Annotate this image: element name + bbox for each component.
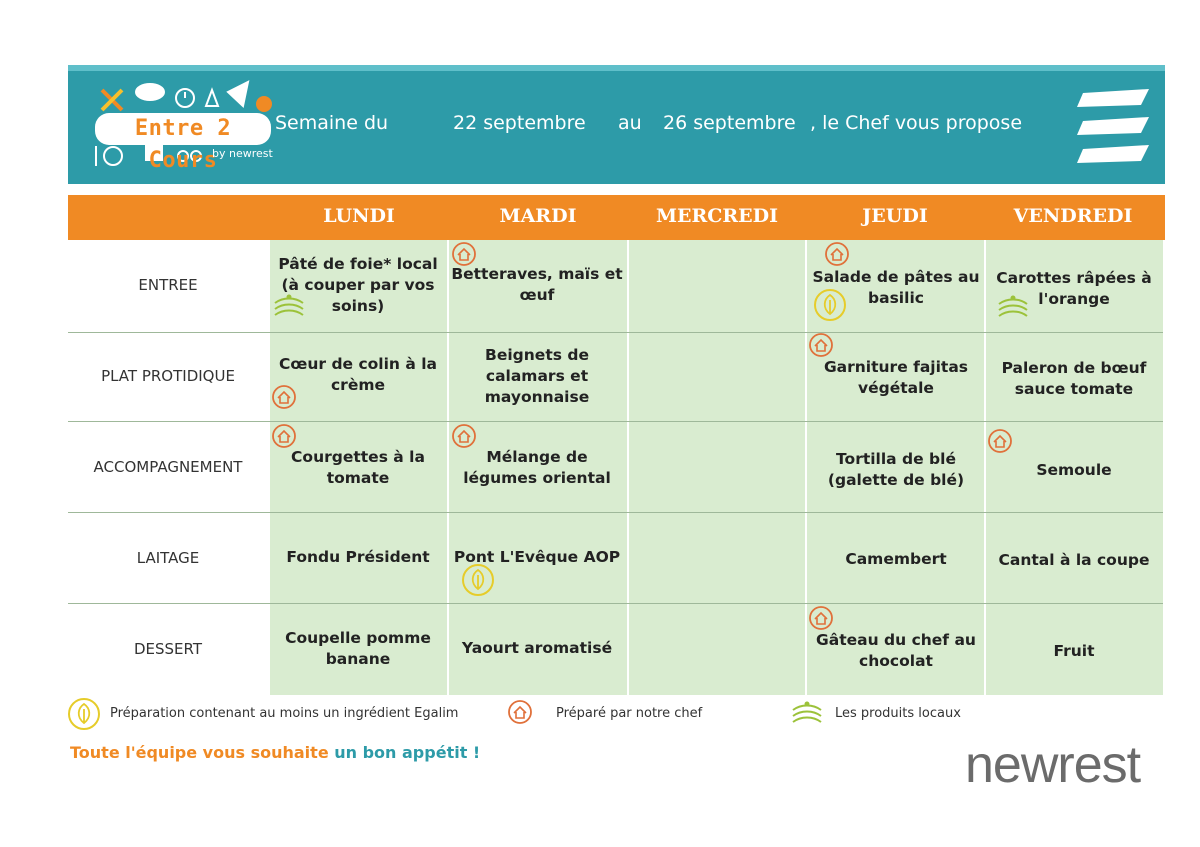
legend-local-icon — [791, 700, 823, 726]
start-date: 22 septembre — [453, 112, 586, 134]
row-label-plat: PLAT PROTIDIQUE — [101, 367, 235, 385]
chef-icon — [824, 241, 850, 267]
cell-plat-mardi: Beignets de calamars et mayonnaise — [484, 346, 590, 406]
brand-stripes-icon — [1075, 87, 1150, 169]
between-word: au — [618, 112, 642, 134]
cell-entree-jeudi: Salade de pâtes au basilic — [812, 268, 980, 307]
cell-entree-vendredi: Carottes râpées à l'orange — [996, 269, 1152, 308]
day-jeudi: JEUDI — [862, 205, 928, 227]
cell-laitage-vendredi: Cantal à la coupe — [998, 551, 1150, 569]
legend-egalim-text: Préparation contenant au moins un ingrédient Egalim — [110, 706, 459, 721]
legend-egalim-icon — [67, 697, 101, 731]
cell-entree-mardi: Betteraves, maïs et œuf — [451, 265, 623, 304]
logo-text: Entre 2 Cours — [95, 113, 271, 145]
row-label-dessert: DESSERT — [133, 640, 203, 658]
legend-chef-text: Préparé par notre chef — [556, 706, 703, 721]
footer-part1: Toute l'équipe vous souhaite — [70, 743, 329, 762]
chef-icon — [987, 428, 1013, 454]
cell-accompagnement-mardi: Mélange de légumes oriental — [463, 448, 611, 487]
legend-local-text: Les produits locaux — [835, 706, 961, 721]
chef-icon — [451, 241, 477, 267]
cell-accompagnement-lundi: Courgettes à la tomate — [291, 448, 425, 487]
week-prefix: Semaine du — [275, 112, 389, 134]
cell-laitage-mardi: Pont L'Evêque AOP — [453, 548, 621, 566]
legend-chef-icon — [507, 699, 533, 725]
day-lundi: LUNDI — [323, 205, 395, 227]
newrest-logo: newrest — [965, 736, 1141, 794]
footer-message — [70, 743, 480, 762]
cell-entree-lundi: Pâté de foie* local (à couper par vos soins) — [278, 255, 438, 315]
egalim-leaf-icon — [813, 288, 847, 322]
cell-plat-lundi: Cœur de colin à la crème — [279, 355, 437, 394]
row-label-laitage: LAITAGE — [136, 549, 200, 567]
header-suffix: , le Chef vous propose — [810, 112, 1023, 134]
cell-plat-vendredi: Paleron de bœuf sauce tomate — [1001, 359, 1147, 398]
chef-icon — [451, 423, 477, 449]
end-date: 26 septembre — [663, 112, 796, 134]
cell-dessert-vendredi: Fruit — [1053, 642, 1095, 660]
footer-part2: un bon appétit ! — [334, 743, 481, 762]
cell-laitage-lundi: Fondu Président — [286, 548, 430, 566]
cell-accompagnement-vendredi: Semoule — [1036, 461, 1112, 479]
egalim-leaf-icon — [461, 563, 495, 597]
day-mercredi: MERCREDI — [655, 205, 779, 227]
day-vendredi: VENDREDI — [1013, 205, 1133, 227]
cell-laitage-jeudi: Camembert — [845, 550, 947, 568]
row-label-accompagnement: ACCOMPAGNEMENT — [93, 458, 243, 476]
cell-dessert-lundi: Coupelle pomme banane — [285, 629, 431, 668]
day-mardi: MARDI — [499, 205, 577, 227]
local-products-icon — [997, 294, 1029, 320]
cell-plat-jeudi: Garniture fajitas végétale — [823, 358, 969, 397]
chef-icon — [271, 423, 297, 449]
cell-dessert-jeudi: Gâteau du chef au chocolat — [816, 631, 976, 670]
logo-by: by newrest — [212, 147, 273, 160]
cell-dessert-mardi: Yaourt aromatisé — [461, 639, 613, 657]
row-label-entree: ENTREE — [138, 276, 198, 294]
chef-icon — [808, 605, 834, 631]
cell-accompagnement-jeudi: Tortilla de blé (galette de blé) — [827, 450, 965, 489]
chef-icon — [271, 384, 297, 410]
local-products-icon — [273, 293, 305, 319]
chef-icon — [808, 332, 834, 358]
